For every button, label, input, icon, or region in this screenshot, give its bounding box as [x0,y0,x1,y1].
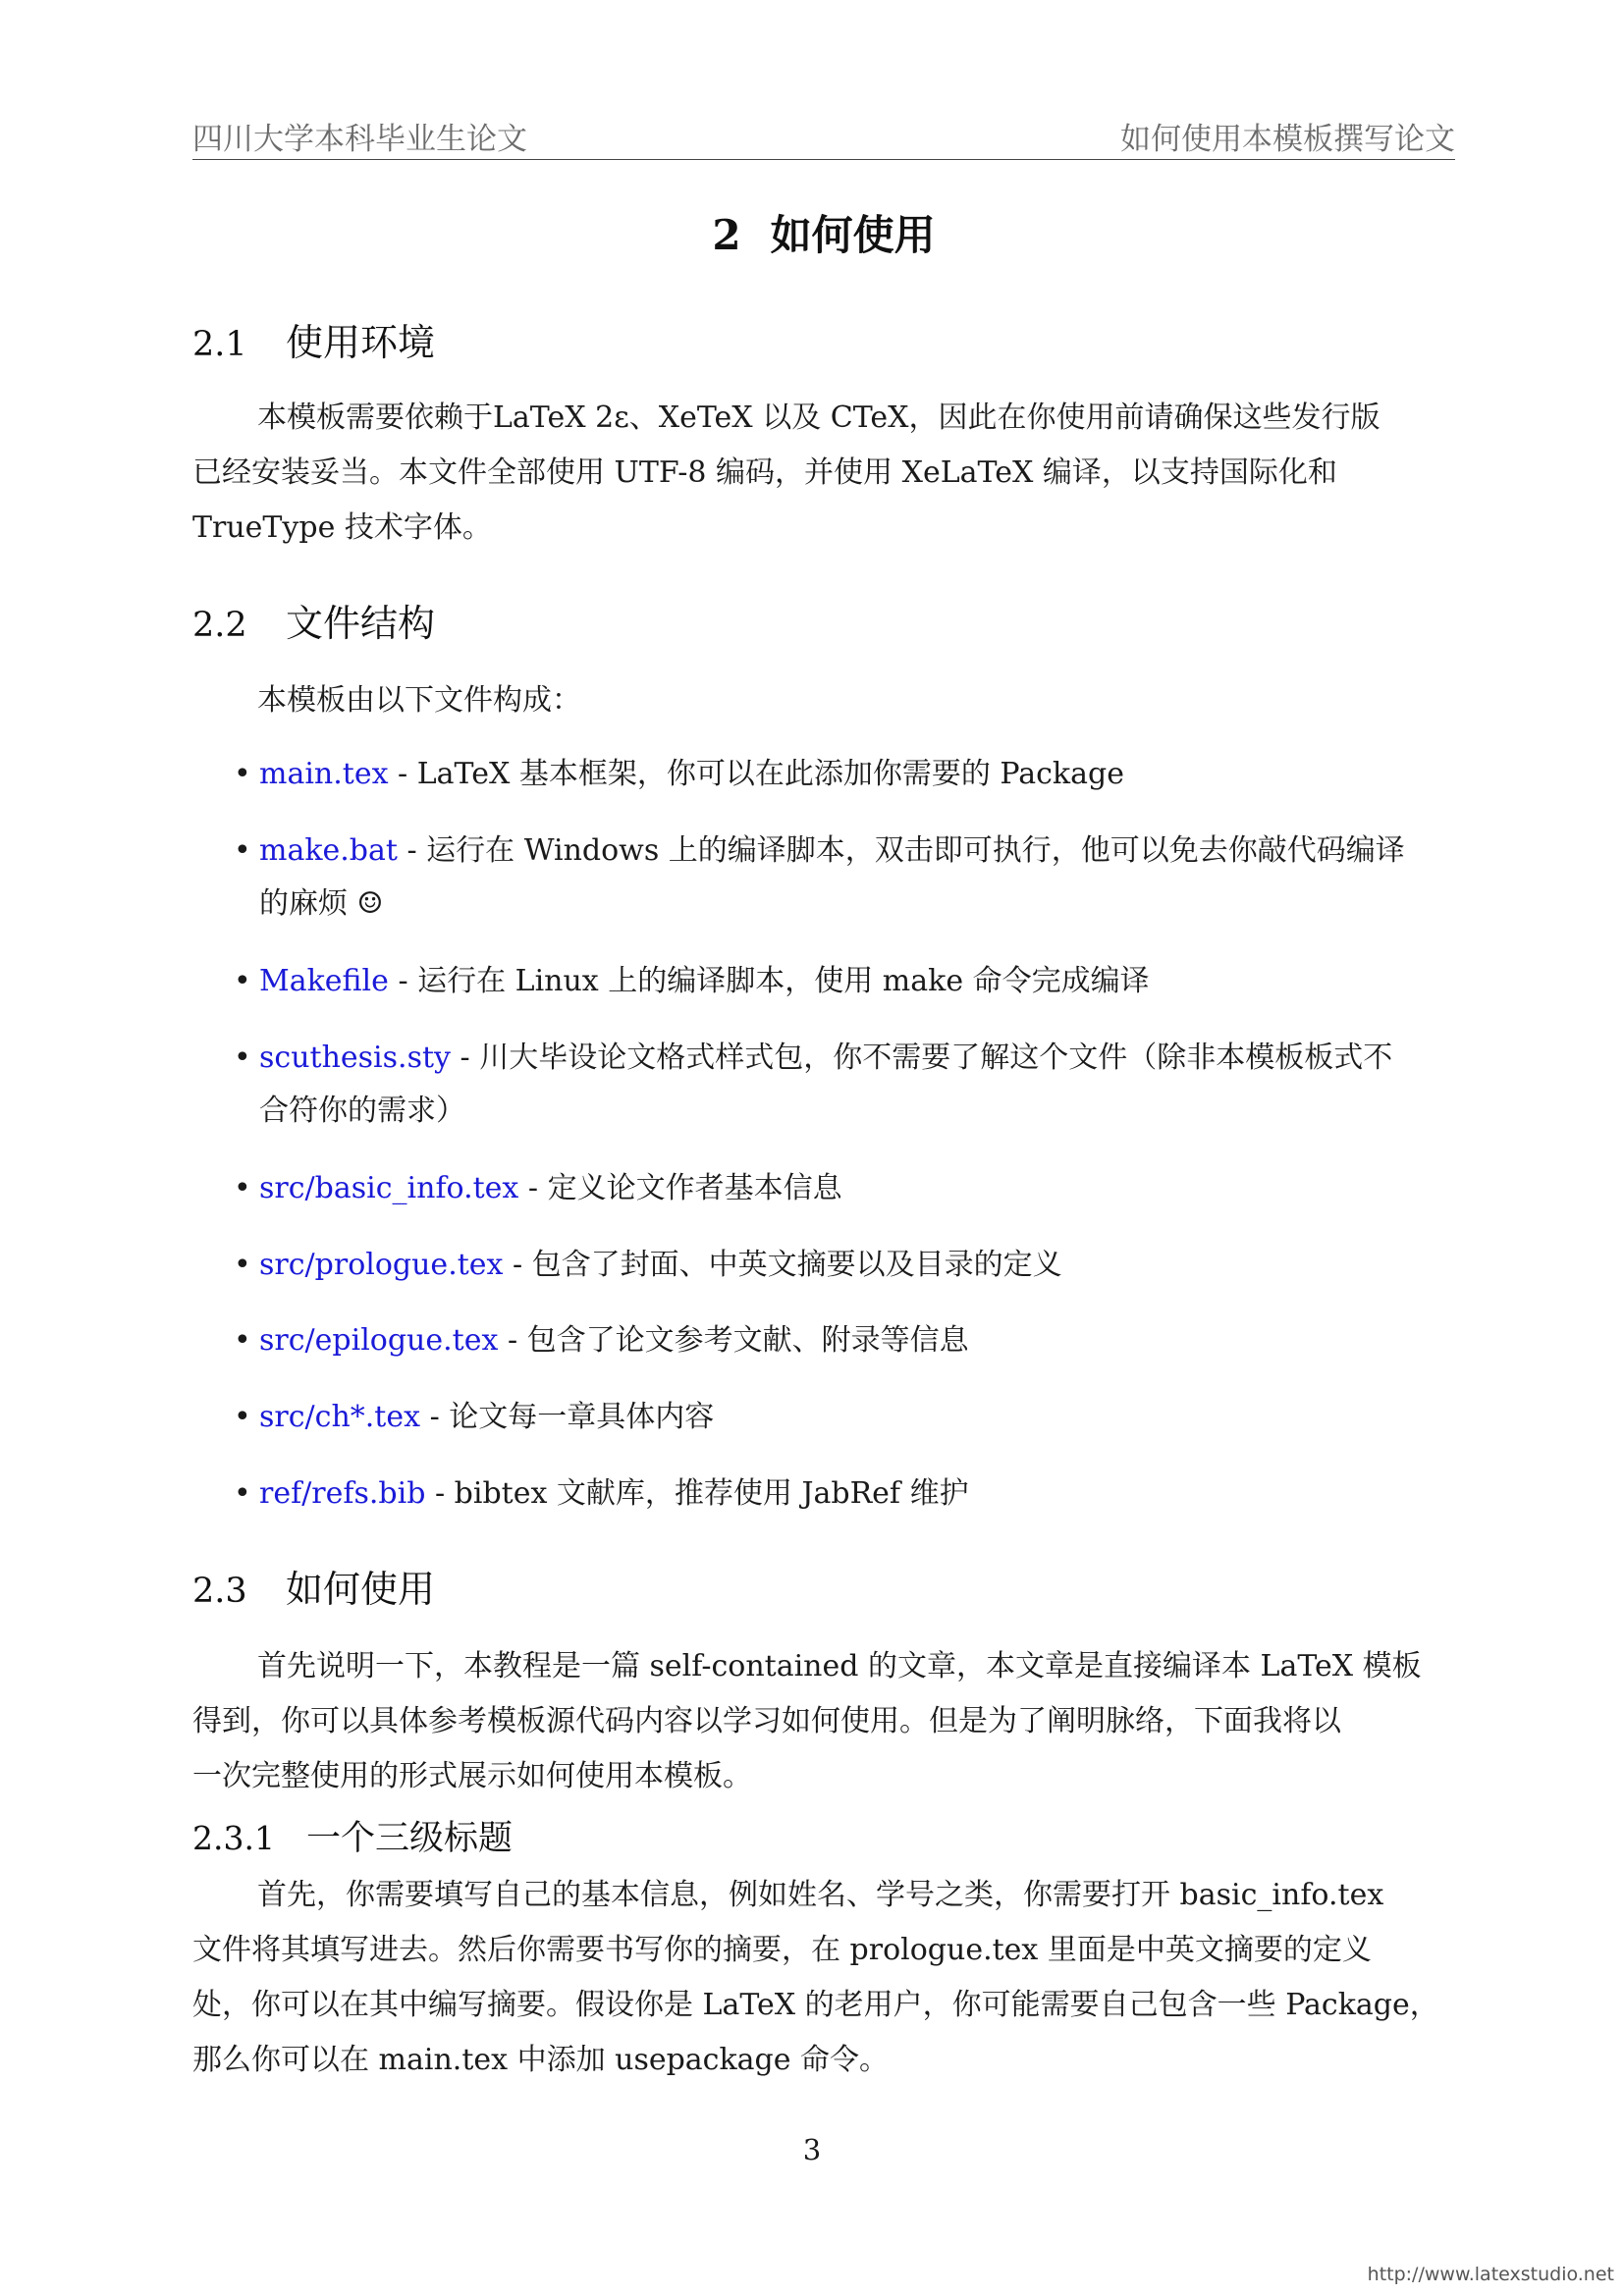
paragraph-line: 首先说明一下，本教程是一篇 self-contained 的文章，本文章是直接编译本 LaTeX 模板 [257,1649,1422,1683]
paragraph [192,1639,1455,1804]
file-description-cont: 的麻烦 ☺ [259,886,384,921]
paragraph-line: 本模板需要依赖于LaTeX 2ε、XeTeX 以及 CTeX，因此在你使用前请确保这些发行版 [257,400,1380,435]
paragraph [192,673,1455,728]
file-description: - LaTeX 基本框架，你可以在此添加你需要的 Package [388,757,1124,791]
paragraph [192,1868,1455,2088]
header-left: 四川大学本科毕业生论文 [192,122,527,157]
bullet-icon: • [234,1476,251,1511]
file-description: - 川大毕设论文格式样式包，你不需要了解这个文件（除非本模板板式不 [450,1041,1393,1075]
section-number: 2.3 [192,1572,247,1611]
file-name-link[interactable]: src/ch*.tex [259,1400,421,1434]
bullet-icon: • [234,833,251,868]
file-description: - 包含了论文参考文献、附录等信息 [498,1323,969,1358]
paragraph-line: TrueType 技术字体。 [192,510,492,545]
subsection-number: 2.3.1 [192,1819,275,1857]
file-description: - 论文每一章具体内容 [420,1400,715,1434]
paragraph [192,391,1455,556]
chapter-title-text: 如何使用 [770,211,936,259]
bullet-icon: • [234,1323,251,1358]
file-description: - bibtex 文献库，推荐使用 JabRef 维护 [425,1476,969,1511]
bullet-icon: • [234,757,251,791]
file-description: - 包含了封面、中英文摘要以及目录的定义 [503,1248,1062,1282]
file-name-link[interactable]: src/prologue.tex [259,1248,504,1282]
chapter-number: 2 [712,211,741,259]
bullet-icon: • [234,964,251,998]
section-number: 2.1 [192,325,247,364]
bullet-icon: • [234,1400,251,1434]
header-right: 如何使用本模板撰写论文 [1120,122,1455,157]
paragraph-line: 那么你可以在 main.tex 中添加 usepackage 命令。 [192,2043,890,2077]
paragraph-line: 首先，你需要填写自己的基本信息，例如姓名、学号之类，你需要打开 basic_info.tex [257,1878,1384,1912]
bullet-icon: • [234,1248,251,1282]
section-title: 文件结构 [286,602,436,645]
subsection-heading [192,1811,513,1860]
page-number: 3 [802,2133,822,2166]
section-number: 2.2 [192,606,247,645]
running-header [192,110,1455,160]
file-name-link[interactable]: src/epilogue.tex [259,1323,499,1358]
file-name-link[interactable]: ref/refs.bib [259,1476,426,1511]
file-name-link[interactable]: main.tex [259,757,389,791]
paragraph-line: 得到，你可以具体参考模板源代码内容以学习如何使用。但是为了阐明脉络，下面我将以 [192,1704,1341,1738]
section-heading [192,1559,435,1613]
paragraph-line: 文件将其填写进去。然后你需要书写你的摘要，在 prologue.tex 里面是中英文摘要的定义 [192,1933,1372,1967]
chapter-title [192,203,1455,262]
file-name-link[interactable]: Makefile [259,964,389,998]
file-description: - 运行在 Linux 上的编译脚本，使用 make 命令完成编译 [388,964,1150,998]
section-heading [192,312,435,366]
file-description: - 定义论文作者基本信息 [518,1171,842,1205]
section-title: 使用环境 [286,321,436,364]
section-title: 如何使用 [286,1568,436,1611]
file-name-link[interactable]: scuthesis.sty [259,1041,451,1075]
file-name-link[interactable]: src/basic_info.tex [259,1171,519,1205]
paragraph-line: 处，你可以在其中编写摘要。假设你是 LaTeX 的老用户，你可能需要自己包含一些 Package， [192,1988,1439,2022]
paragraph-line: 本模板由以下文件构成： [257,683,581,718]
paragraph-line: 一次完整使用的形式展示如何使用本模板。 [192,1759,752,1793]
section-heading [192,593,435,647]
file-name-link[interactable]: make.bat [259,833,398,868]
watermark-url: http://www.latexstudio.net [1367,2264,1614,2285]
subsection-title: 一个三级标题 [306,1819,514,1858]
bullet-icon: • [234,1171,251,1205]
bullet-icon: • [234,1041,251,1075]
file-description-cont: 合符你的需求） [259,1094,465,1128]
paragraph-line: 已经安装妥当。本文件全部使用 UTF-8 编码，并使用 XeLaTeX 编译，以支持国际化和 [192,455,1337,490]
file-description: - 运行在 Windows 上的编译脚本，双击即可执行，他可以免去你敲代码编译 [397,833,1405,868]
